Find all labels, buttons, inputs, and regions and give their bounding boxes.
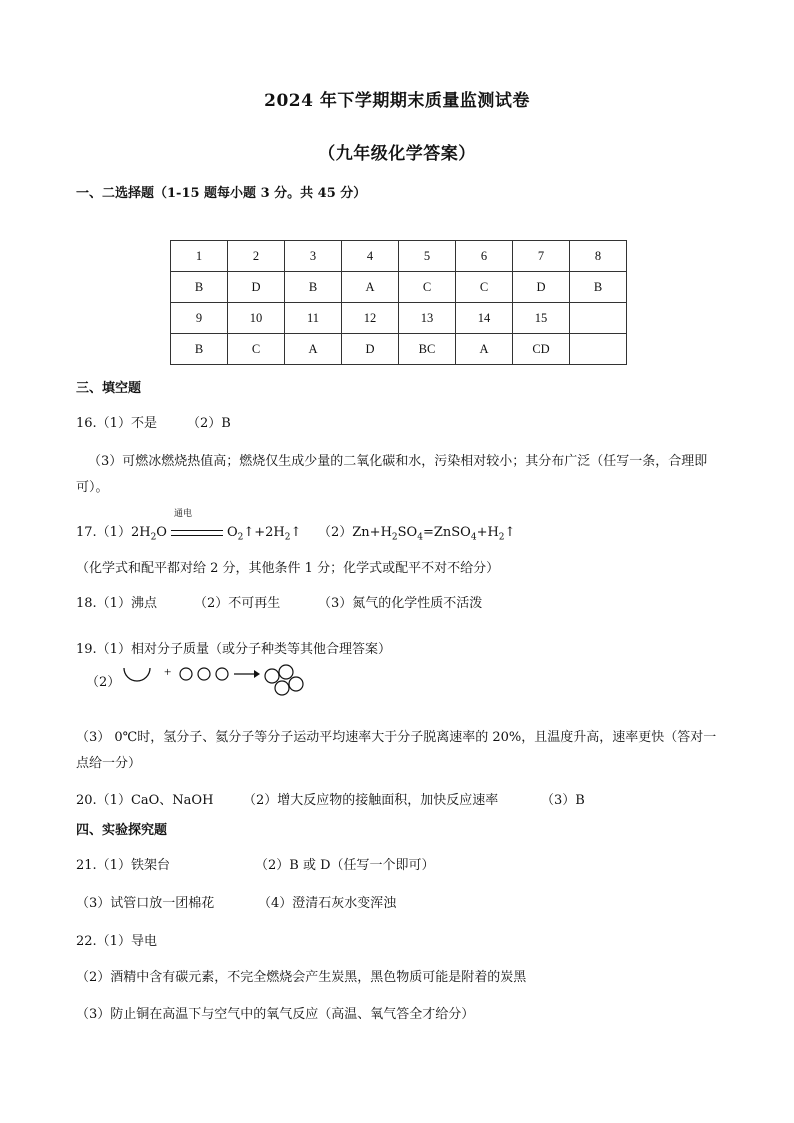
q17-condition: 通电 bbox=[174, 509, 193, 519]
q19-part3: （3） 0℃时，氢分子、氦分子等分子运动平均速率大于分子脱离速率的 20%，且温度升高，速率更快（答对一点给一分） bbox=[76, 730, 717, 771]
table-cell: 1 bbox=[171, 241, 228, 272]
table-cell: 11 bbox=[285, 303, 342, 334]
q17-eq-h2: ↑+2H bbox=[243, 525, 285, 540]
q17-p2: （2）Zn+H bbox=[318, 525, 392, 540]
q20-part3: （3）B bbox=[541, 793, 585, 808]
table-cell: C bbox=[228, 334, 285, 365]
table-cell: A bbox=[456, 334, 513, 365]
table-cell: A bbox=[285, 334, 342, 365]
table-cell: 15 bbox=[513, 303, 570, 334]
q22-part3: （3）防止铜在高温下与空气中的氧气反应（高温、氧气答全才给分） bbox=[76, 1007, 475, 1022]
atom-circle-icon bbox=[275, 681, 289, 695]
table-cell: C bbox=[456, 272, 513, 303]
q17-equation-1 bbox=[76, 521, 301, 543]
table-cell: 5 bbox=[399, 241, 456, 272]
q19-part1: 19.（1）相对分子质量（或分子种类等其他合理答案） bbox=[76, 642, 391, 657]
table-row bbox=[171, 334, 627, 365]
section-heading-fill: 三、填空题 bbox=[76, 381, 142, 396]
table-cell: B bbox=[570, 272, 627, 303]
table-cell: B bbox=[171, 334, 228, 365]
table-cell: B bbox=[171, 272, 228, 303]
q22-part1: 22.（1）导电 bbox=[76, 934, 157, 949]
q21-part2: （2）B 或 D（任写一个即可） bbox=[255, 858, 435, 873]
q17-p2b: SO bbox=[397, 525, 418, 540]
q22-part2: （2）酒精中含有碳元素，不完全燃烧会产生炭黑，黑色物质可能是附着的炭黑 bbox=[76, 970, 527, 985]
atom-circle-icon bbox=[289, 677, 303, 691]
subscript: 2 bbox=[284, 532, 291, 543]
molecule-diagram bbox=[120, 660, 310, 698]
q17-number: 17.（1） bbox=[76, 525, 131, 540]
q18-part3: （3）氮气的化学性质不活泼 bbox=[318, 596, 483, 611]
table-cell: 8 bbox=[570, 241, 627, 272]
partial-circle-icon bbox=[124, 668, 150, 681]
atom-circle-icon bbox=[198, 668, 210, 680]
table-row bbox=[171, 241, 627, 272]
q17-equation-2 bbox=[318, 521, 515, 543]
table-cell: CD bbox=[513, 334, 570, 365]
section-heading-choice: 一、二选择题（1-15 题每小题 3 分。共 45 分） bbox=[76, 186, 367, 201]
subscript: 2 bbox=[498, 532, 505, 543]
table-cell: 13 bbox=[399, 303, 456, 334]
subscript: 4 bbox=[417, 532, 423, 543]
q17-eq-arrow: ↑ bbox=[290, 525, 302, 540]
q17-eq-h: 2H bbox=[130, 525, 151, 540]
atom-circle-icon bbox=[265, 669, 279, 683]
q21-part3: （3）试管口放一团棉花 bbox=[76, 896, 215, 911]
table-cell: 3 bbox=[285, 241, 342, 272]
table-cell: 7 bbox=[513, 241, 570, 272]
page-title: 2024 年下学期期末质量监测试卷 bbox=[264, 91, 530, 111]
table-cell: D bbox=[228, 272, 285, 303]
table-cell: D bbox=[342, 334, 399, 365]
q21-part4: （4）澄清石灰水变浑浊 bbox=[258, 896, 397, 911]
q17-p2c: =ZnSO bbox=[422, 525, 471, 540]
q21-part1: 21.（1）铁架台 bbox=[76, 858, 170, 873]
table-cell: A bbox=[342, 272, 399, 303]
q18-part1: 18.（1）沸点 bbox=[76, 596, 157, 611]
q16-part1: 16.（1）不是 bbox=[76, 416, 157, 431]
table-cell: 14 bbox=[456, 303, 513, 334]
table-cell: BC bbox=[399, 334, 456, 365]
q19-part2-label: （2） bbox=[86, 675, 121, 690]
atom-circle-icon bbox=[279, 665, 293, 679]
section-heading-experiment: 四、实验探究题 bbox=[76, 823, 168, 838]
answer-table bbox=[170, 240, 627, 365]
table-row bbox=[171, 272, 627, 303]
table-cell: 12 bbox=[342, 303, 399, 334]
q17-p2e: ↑ bbox=[504, 525, 516, 540]
table-cell: D bbox=[513, 272, 570, 303]
table-cell bbox=[570, 334, 627, 365]
arrow-head-icon bbox=[254, 670, 260, 678]
table-cell: C bbox=[399, 272, 456, 303]
table-cell bbox=[570, 303, 627, 334]
subscript: 2 bbox=[237, 532, 244, 543]
q20-part1: 20.（1）CaO、NaOH bbox=[76, 793, 214, 808]
q17-eq-o2: O bbox=[226, 525, 238, 540]
atom-circle-icon bbox=[180, 668, 192, 680]
subscript: 4 bbox=[470, 532, 477, 543]
atom-circle-icon bbox=[216, 668, 228, 680]
subscript: 2 bbox=[391, 532, 398, 543]
table-cell: 10 bbox=[228, 303, 285, 334]
q16-part2: （2）B bbox=[187, 416, 231, 431]
plus-sign: + bbox=[164, 664, 172, 679]
table-cell: B bbox=[285, 272, 342, 303]
table-row bbox=[171, 303, 627, 334]
q17-p2d: +H bbox=[476, 525, 499, 540]
table-cell: 6 bbox=[456, 241, 513, 272]
q16-part3: （3）可燃冰燃烧热值高；燃烧仅生成少量的二氧化碳和水，污染相对较小；其分布广泛（任写一条，合理即可）。 bbox=[76, 454, 708, 495]
q17-note: （化学式和配平都对给 2 分，其他条件 1 分；化学式或配平不对不给分） bbox=[76, 561, 500, 576]
table-cell: 4 bbox=[342, 241, 399, 272]
q17-eq-o: O bbox=[156, 525, 167, 540]
q20-part2: （2）增大反应物的接触面积，加快反应速率 bbox=[243, 793, 499, 808]
subscript: 2 bbox=[150, 532, 157, 543]
table-cell: 9 bbox=[171, 303, 228, 334]
page-subtitle: （九年级化学答案） bbox=[318, 144, 476, 164]
table-cell: 2 bbox=[228, 241, 285, 272]
q18-part2: （2）不可再生 bbox=[194, 596, 281, 611]
equals-sign bbox=[171, 530, 223, 536]
